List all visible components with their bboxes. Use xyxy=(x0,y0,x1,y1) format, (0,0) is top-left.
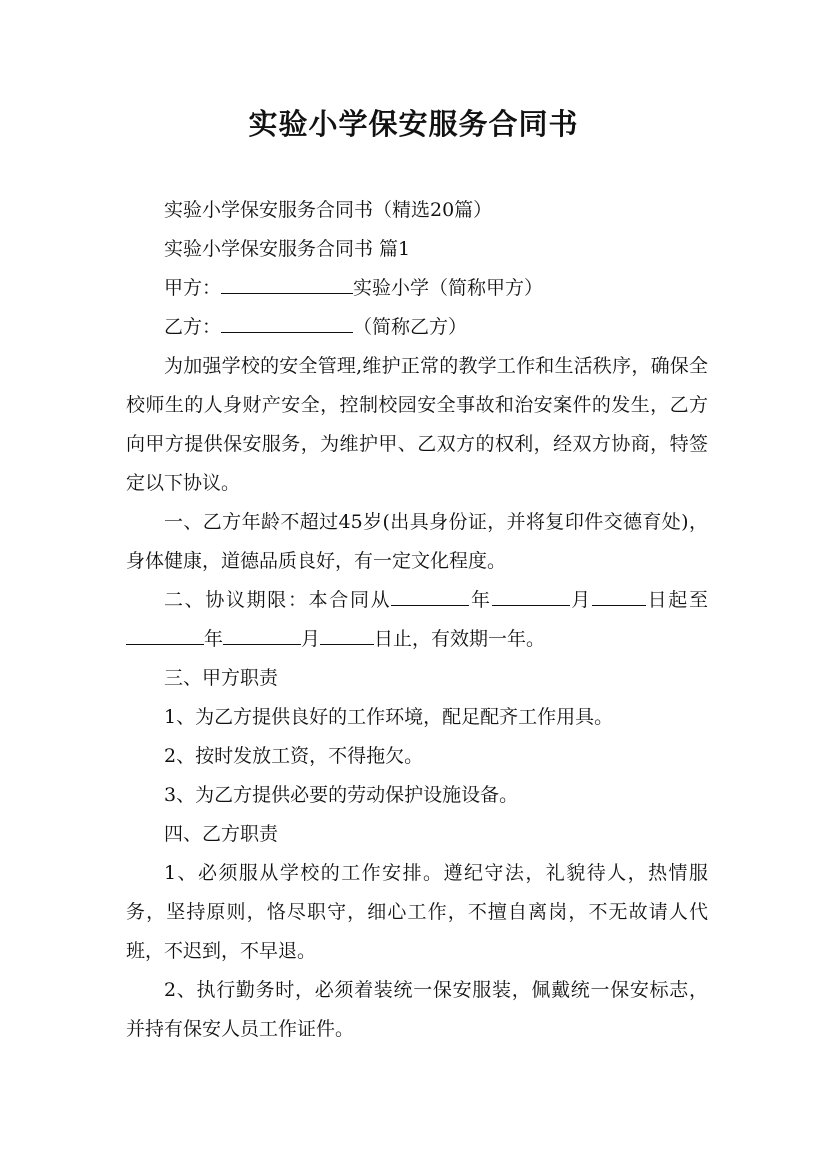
clause-2-month-2: 月 xyxy=(301,628,321,650)
intro-paragraph: 为加强学校的安全管理,维护正常的教学工作和生活秩序，确保全校师生的人身财产安全，控制校园安全事故和治安案件的发生，乙方向甲方提供保安服务，为维护甲、乙双方的权利，经双方协商，特签定以下协议。 xyxy=(126,355,708,494)
party-b-label: 乙方： xyxy=(164,316,222,338)
document-subtitle: 实验小学保安服务合同书（精选20篇） xyxy=(164,199,493,221)
party-b-blank xyxy=(221,310,353,333)
clause-2-year-2: 年 xyxy=(204,628,224,650)
clause-3-heading: 三、甲方职责 xyxy=(164,667,279,689)
clause-3-item: 3、为乙方提供必要的劳动保护设施设备。 xyxy=(164,784,519,806)
document-body xyxy=(126,191,708,1049)
end-year-blank xyxy=(126,622,204,645)
party-a-line xyxy=(126,269,708,308)
clause-4-item: 1、必须服从学校的工作安排。遵纪守法，礼貌待人，热情服务，坚持原则，恪尽职守，细心工作，不擅自离岗，不无故请人代班，不迟到，不早退。 xyxy=(126,862,708,962)
clause-2-month: 月 xyxy=(569,589,592,611)
party-b-line xyxy=(126,308,708,347)
clause-2-day: 日 xyxy=(645,589,669,611)
clause-2-label: 二、协议期限：本合同从 xyxy=(164,589,392,611)
start-year-blank xyxy=(391,583,469,606)
clause-3-item: 2、按时发放工资，不得拖欠。 xyxy=(164,745,424,767)
party-a-label: 甲方： xyxy=(164,277,222,299)
party-b-suffix: （简称乙方） xyxy=(353,316,468,338)
clause-4-item: 2、执行勤务时，必须着装统一保安服装，佩戴统一保安标志，并持有保安人员工作证件。 xyxy=(126,979,708,1040)
start-day-blank xyxy=(592,583,646,606)
end-day-blank xyxy=(320,622,374,645)
end-month-blank xyxy=(223,622,301,645)
party-a-suffix: 实验小学（简称甲方） xyxy=(353,277,544,299)
start-month-blank xyxy=(492,583,570,606)
clause-1: 一、乙方年龄不超过45岁(出具身份证，并将复印件交德育处)，身体健康，道德品质良好，有一定文化程度。 xyxy=(126,511,708,572)
party-a-blank xyxy=(221,271,353,294)
clause-2-from: 起至 xyxy=(668,589,708,611)
clause-2-end: 日止，有效期一年。 xyxy=(374,628,546,650)
clause-2 xyxy=(126,581,708,659)
clause-4-heading: 四、乙方职责 xyxy=(164,823,279,845)
clause-3-item: 1、为乙方提供良好的工作环境，配足配齐工作用具。 xyxy=(164,706,614,728)
clause-2-year: 年 xyxy=(469,589,492,611)
section-heading: 实验小学保安服务合同书 篇1 xyxy=(164,238,411,260)
document-title: 实验小学保安服务合同书 xyxy=(248,107,579,141)
